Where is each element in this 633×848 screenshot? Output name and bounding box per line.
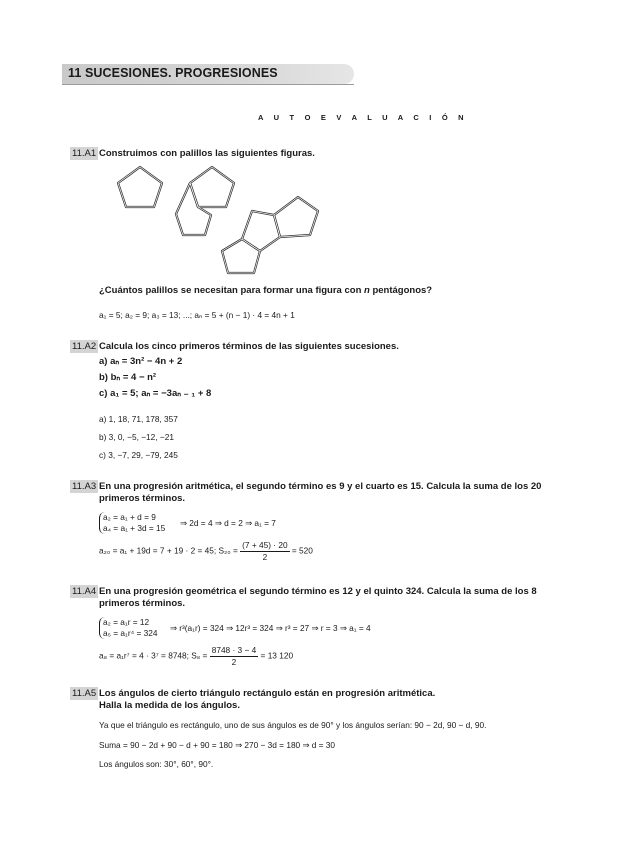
exercise-a5-statement: Los ángulos de cierto triángulo rectángulo están en progresión aritmética. Halla la medida de los ángulos. (99, 688, 436, 711)
sum-pre: a₈ = a₁r⁷ = 4 · 3⁷ = 8748; S₈ = (99, 650, 208, 661)
pentagon-figures (110, 155, 320, 285)
system-eq2: a₄ = a₁ + 3d = 15 (103, 523, 166, 533)
exercise-a2-answer-c: c) 3, −7, 29, −79, 245 (99, 450, 178, 460)
exercise-tag-a2: 11.A2 (72, 341, 97, 352)
pentagon-fig2b (176, 183, 211, 235)
section-subtitle: A U T O E V A L U A C I Ó N (258, 113, 468, 122)
exercise-a2-option-b: b) bₙ = 4 − n² (99, 372, 157, 383)
system-eq1: a₂ = a₁ + d = 9 (103, 512, 156, 522)
fraction-numerator: (7 + 45) · 20 (242, 540, 288, 550)
sum-pre: a₂₀ = a₁ + 19d = 7 + 19 · 2 = 45; S₂₀ = (99, 545, 238, 556)
exercise-a2-answer-b: b) 3, 0, −5, −12, −21 (99, 432, 174, 442)
exercise-a1-answer: a₁ = 5; a₂ = 9; a₃ = 13; ...; aₙ = 5 + (n − 1) · 4 = 4n + 1 (99, 310, 295, 320)
exercise-a4-system (99, 617, 157, 639)
exercise-a5-answer-2: Suma = 90 − 2d + 90 − d + 90 = 180 ⇒ 270 − 3d = 180 ⇒ d = 30 (99, 740, 336, 750)
sum-fraction (240, 540, 289, 563)
pentagon-fig3c (222, 239, 260, 273)
system-eq2: a₅ = a₁r⁴ = 324 (103, 628, 158, 638)
question-post: pentágonos? (369, 285, 433, 296)
fraction-denominator: 2 (231, 657, 237, 667)
exercise-a5-answer-3: Los ángulos son: 30°, 60°, 90°. (99, 759, 214, 769)
exercise-a4-statement: En una progresión geométrica el segundo término es 12 y el quinto 324. Calcula la suma de los 8 primeros términos. (99, 586, 537, 609)
exercise-a3-statement: En una progresión aritmética, el segundo término es 9 y el cuarto es 15. Calcula la suma de los 20 primeros términos. (99, 481, 542, 504)
exercise-a4-system-result: ⇒ r³(a₁r) = 324 ⇒ 12r³ = 324 ⇒ r³ = 27 ⇒ r = 3 ⇒ a₁ = 4 (170, 623, 371, 633)
exercise-a1-statement: Construimos con palillos las siguientes figuras. (99, 148, 315, 159)
fraction-numerator: 8748 · 3 − 4 (211, 645, 257, 655)
exercise-a1-question (99, 285, 569, 297)
exercise-a3-system-result: ⇒ 2d = 4 ⇒ d = 2 ⇒ a₁ = 7 (180, 518, 276, 528)
exercise-tag-a4: 11.A4 (72, 586, 97, 597)
pentagon-fig1 (118, 167, 162, 207)
exercise-a3-system (99, 512, 165, 534)
exercise-a2-option-c: c) a₁ = 5; aₙ = −3aₙ ₋ ₁ + 8 (99, 388, 212, 399)
fraction-denominator: 2 (262, 552, 268, 562)
page-title: 11 SUCESIONES. PROGRESIONES (68, 66, 278, 80)
sum-fraction (210, 645, 259, 668)
exercise-a4-sum (99, 645, 293, 668)
exercise-a2-answer-a: a) 1, 18, 71, 178, 357 (99, 414, 178, 424)
sum-post: = 520 (291, 545, 313, 556)
exercise-tag-a3: 11.A3 (72, 481, 97, 492)
exercise-a5-answer-1: Ya que el triángulo es rectángulo, uno de sus ángulos es de 90° y los ángulos serían: 90 − 2d, 90 − d, 90. (99, 720, 487, 730)
exercise-tag-a5: 11.A5 (72, 688, 97, 699)
header-underline (62, 84, 354, 85)
question-var: n (364, 285, 370, 296)
exercise-tag-a1: 11.A1 (72, 148, 97, 159)
sum-post: = 13 120 (260, 650, 294, 661)
question-pre: ¿Cuántos palillos se necesitan para formar una figura con (99, 285, 365, 296)
exercise-a3-sum (99, 540, 313, 563)
exercise-a2-statement: Calcula los cinco primeros términos de las siguientes sucesiones. (99, 341, 399, 352)
system-eq1: a₂ = a₁r = 12 (103, 617, 150, 627)
exercise-a2-option-a: a) aₙ = 3n² − 4n + 2 (99, 356, 183, 367)
